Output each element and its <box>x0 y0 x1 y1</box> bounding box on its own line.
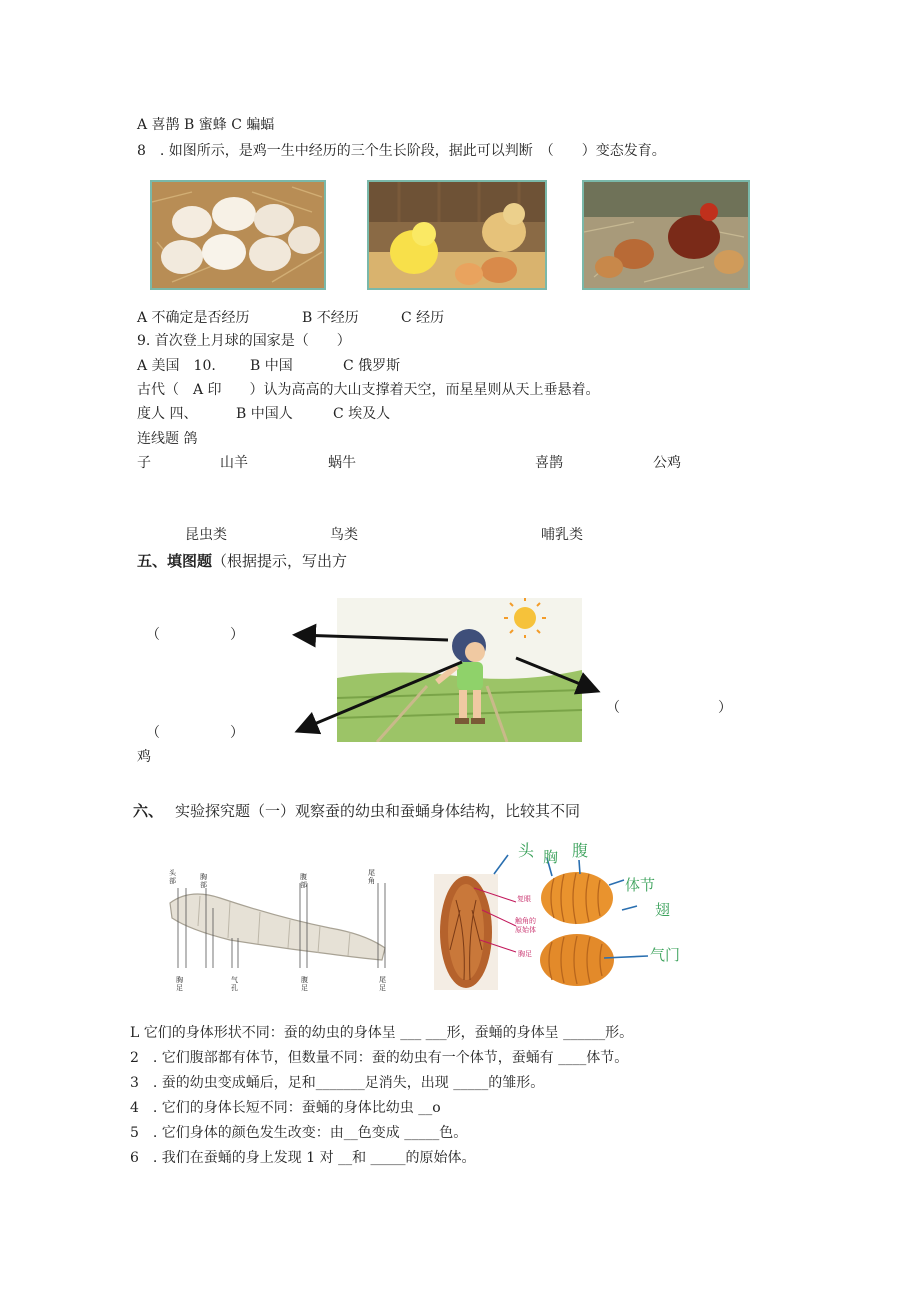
s6-question-2: 2 . 它们腹部都有体节，但数量不同：蚕的幼虫有一个体节，蚕蛹有 ____体节。 <box>130 1050 629 1066</box>
s6-question-1: L 它们的身体形状不同：蚕的幼虫的身体呈 ___ ___形，蚕蛹的身体呈 ______形。 <box>130 1025 634 1041</box>
q8-stem: 8 . 如图所示，是鸡一生中经历的三个生长阶段，据此可以判断 （ ）变态发育。 <box>137 143 666 159</box>
blank-right[interactable]: （ ） <box>606 700 732 716</box>
animal-pigeon: 子 <box>137 455 151 471</box>
pupa-label-abdomen: 腹 <box>572 841 589 860</box>
pupa-label-head: 头 <box>518 841 535 860</box>
animal-goat: 山羊 <box>220 455 248 471</box>
q10-option-a: 度人 四、 <box>137 406 198 422</box>
animal-snail: 蜗牛 <box>328 455 356 471</box>
q10-line1: 古代（ A 印 ）认为高高的大山支撑着天空，而星星则从天上垂悬着。 <box>137 382 600 398</box>
q9-option-b: B 中国 <box>250 358 293 374</box>
pupa-label-wing: 翅 <box>655 901 671 919</box>
section6-heading <box>133 802 580 820</box>
pupa-label-antenna-primordium: 触角的原始体 <box>515 917 536 934</box>
larva-diagram <box>160 868 400 998</box>
arrow-right <box>516 658 595 690</box>
section6-title: 实验探究题（一）观察蚕的幼虫和蚕蛹身体结构，比较其不同 <box>175 802 581 820</box>
larva-label-spiracle: 气孔 <box>231 976 238 992</box>
larva-label-anal-legs: 尾足 <box>379 976 386 992</box>
category-insects: 昆虫类 <box>185 527 227 543</box>
matching-title: 连线题 鸽 <box>137 431 198 447</box>
q7-options: A 喜鹊 B 蜜蜂 C 蝙蝠 <box>137 117 275 133</box>
q8-option-a: A 不确定是否经历 <box>137 310 250 326</box>
s6-question-3: 3 . 蚕的幼虫变成蛹后，足和_______足消失，出现 _____的雏形。 <box>130 1075 545 1091</box>
section5-word: 鸡 <box>137 749 151 765</box>
s6-question-4: 4 . 它们的身体长短不同：蚕蛹的身体比幼虫 __o <box>130 1100 441 1116</box>
q8-option-b: B 不经历 <box>302 310 359 326</box>
larva-label-thorax: 胸部 <box>200 873 207 889</box>
section5-number: 五、 <box>137 552 168 570</box>
q9-option-c: C 俄罗斯 <box>343 358 401 374</box>
larva-label-head: 头部 <box>169 869 176 885</box>
q10-option-c: C 埃及人 <box>333 406 391 422</box>
pupa-label-segment: 体节 <box>625 876 656 894</box>
section5-title: 填图题 <box>167 552 213 570</box>
arrow-left-top <box>298 635 448 640</box>
category-birds: 鸟类 <box>330 527 358 543</box>
section6-number: 六、 <box>133 802 164 820</box>
arrow-left-bottom <box>300 662 462 730</box>
q9-option-a: A 美国 10. <box>137 358 216 374</box>
pupa-label-legs: 胸足 <box>518 950 532 958</box>
s6-question-6: 6 . 我们在蚕蛹的身上发现 1 对 __和 _____的原始体。 <box>130 1150 476 1166</box>
animal-magpie: 喜鹊 <box>535 455 563 471</box>
pupa-label-compound-eye: 复眼 <box>517 895 531 903</box>
q10-option-b: B 中国人 <box>236 406 293 422</box>
q8-option-c: C 经历 <box>401 310 445 326</box>
pupa-label-spiracle: 气门 <box>650 946 681 964</box>
s6-question-5: 5 . 它们身体的颜色发生改变：由__色变成 _____色。 <box>130 1125 468 1141</box>
larva-label-abdomen: 腹部 <box>300 873 307 889</box>
pupa-label-thorax: 胸 <box>543 848 559 866</box>
larva-label-prolegs: 腹足 <box>301 976 308 992</box>
animal-rooster: 公鸡 <box>653 455 681 471</box>
blank-left-top[interactable]: （ ） <box>146 627 244 643</box>
larva-label-thoracic-legs: 胸足 <box>176 976 183 992</box>
section5-hint: （根据提示，写出方 <box>212 552 348 570</box>
larva-label-tail-horn: 尾角 <box>368 869 375 885</box>
q9-stem: 9. 首次登上月球的国家是（ ） <box>137 333 351 349</box>
silkworm-larva-illustration <box>160 868 400 998</box>
blank-left-bottom[interactable]: （ ） <box>146 725 244 741</box>
category-mammals: 哺乳类 <box>541 527 583 543</box>
